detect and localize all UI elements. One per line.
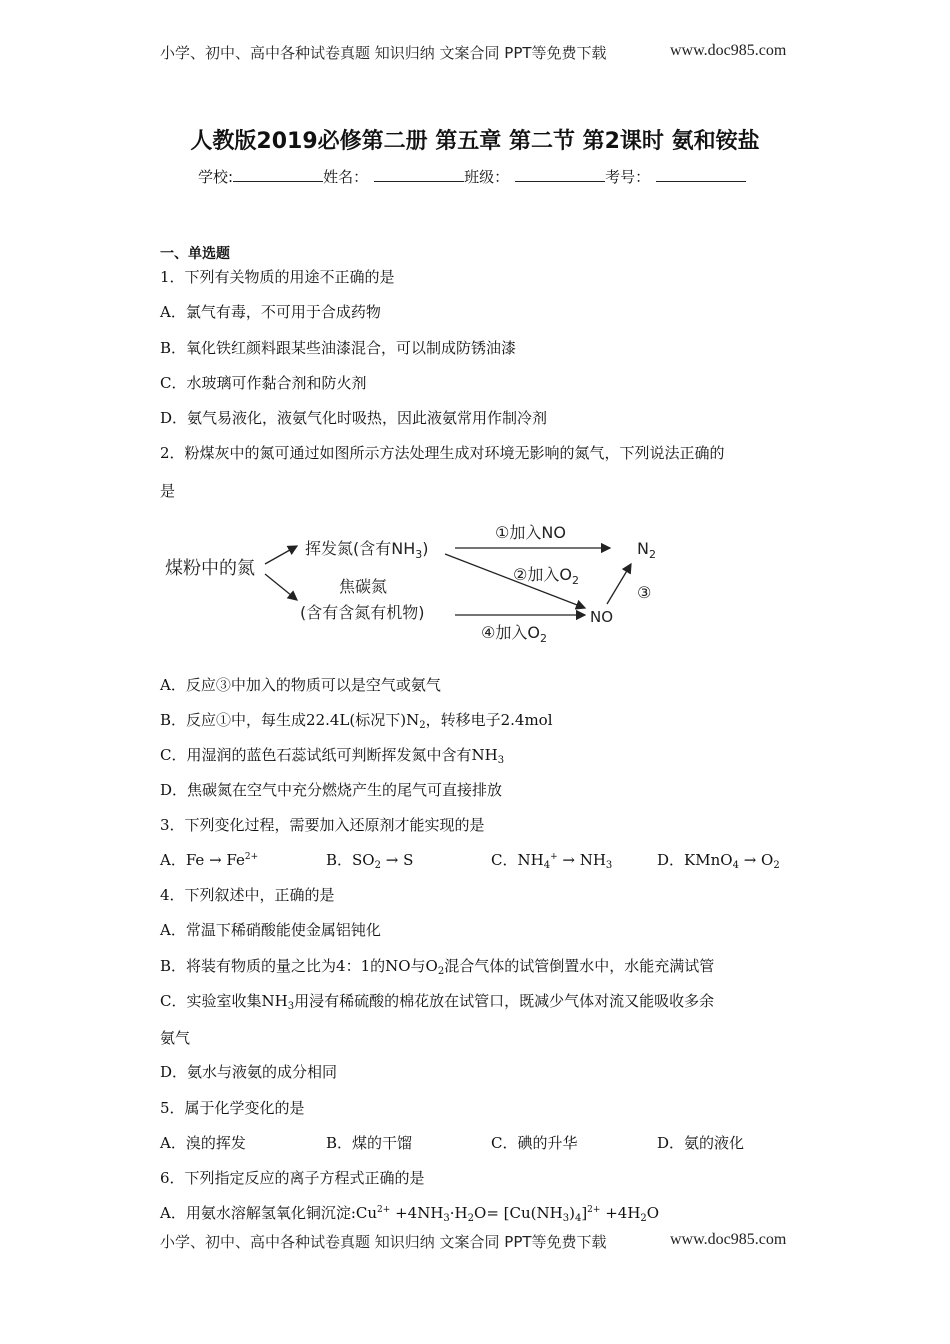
number-blank[interactable] [656, 167, 746, 182]
header-left-text: 小学、初中、高中各种试卷真题 知识归纳 文案合同 PPT等免费下载 [160, 44, 607, 62]
coke-nitrogen-desc: (含有含氮有机物) [300, 603, 425, 622]
q5-option-d: D．氨的液化 [657, 1134, 745, 1152]
nitrogen-process-diagram [155, 512, 675, 652]
q3-option-c: C．$NH_4^+ \to NH_3$ [491, 851, 613, 871]
arrow-reaction-3 [607, 564, 631, 604]
volatile-nitrogen-label: 挥发氮(含有$NH_3$) [305, 539, 429, 561]
section-heading: 一、单选题 [160, 246, 230, 262]
q3-option-b: B．$SO_2 \to S$ [326, 851, 414, 871]
school-blank[interactable] [233, 167, 323, 182]
q4-option-b: B．将装有物质的量之比为4：1的NO与$O_2$混合气体的试管倒置水中，水能充满试管 [160, 957, 715, 977]
q5-option-c: C．碘的升华 [491, 1134, 578, 1152]
q5-stem: 5．属于化学变化的是 [160, 1099, 305, 1117]
reaction-2-label: ②加入$O_2$ [513, 565, 579, 587]
q2-stem-line2: 是 [160, 482, 176, 500]
reaction-3-label: ③ [637, 583, 652, 602]
reaction-1-label: ①加入NO [495, 523, 566, 542]
footer-left-text: 小学、初中、高中各种试卷真题 知识归纳 文案合同 PPT等免费下载 [160, 1233, 607, 1251]
reaction-4-label: ④加入$O_2$ [481, 623, 547, 645]
coke-nitrogen-label: 焦碳氮 [339, 577, 388, 596]
q1-option-a: A．氯气有毒，不可用于合成药物 [160, 303, 381, 321]
q3-option-d: D．KMnO$_4$ → $O_2$ [657, 851, 780, 871]
arrow-to-coke [265, 574, 297, 600]
q2-option-d: D．焦碳氮在空气中充分燃烧产生的尾气可直接排放 [160, 781, 503, 799]
q1-option-b: B．氧化铁红颜料跟某些油漆混合，可以制成防锈油漆 [160, 339, 517, 357]
number-label: 考号： [605, 168, 651, 186]
q6-option-a: A．用氨水溶解氢氧化铜沉淀$:Cu^{2+} +4NH_3\cdot H_2O= [Cu(NH_3)_4]^{2+} +4H_2O$ [160, 1204, 660, 1224]
name-label: 姓名： [323, 168, 369, 186]
name-blank[interactable] [374, 167, 464, 182]
q3-stem: 3．下列变化过程，需要加入还原剂才能实现的是 [160, 816, 485, 834]
class-label: 班级： [464, 168, 510, 186]
student-info-line [198, 166, 746, 187]
school-label: 学校: [198, 168, 234, 186]
q2-option-a: A．反应③中加入的物质可以是空气或氨气 [160, 676, 441, 694]
q2-option-b: B．反应①中，每生成22.4L(标况下)$N_2$，转移电子2.4mol [160, 711, 553, 731]
q4-option-c: C．实验室收集$NH_3$用浸有稀硫酸的棉花放在试管口，既减少气体对流又能吸收多余 [160, 992, 715, 1012]
q6-stem: 6．下列指定反应的离子方程式正确的是 [160, 1169, 425, 1187]
footer-url[interactable]: www.doc985.com [670, 1231, 787, 1248]
q3-option-a: A．$Fe \to Fe^{2+}$ [160, 851, 259, 869]
q2-stem-line1: 2．粉煤灰中的氮可通过如图所示方法处理生成对环境无影响的氮气，下列说法正确的 [160, 444, 725, 462]
q4-option-a: A．常温下稀硝酸能使金属铝钝化 [160, 921, 381, 939]
q4-option-d: D．氨水与液氨的成分相同 [160, 1063, 338, 1081]
n2-label: $N_2$ [637, 539, 656, 561]
class-blank[interactable] [515, 167, 605, 182]
page-title: 人教版2019必修第二册 第五章 第二节 第2课时 氨和铵盐 [190, 129, 760, 154]
diagram-source-label: 煤粉中的氮 [165, 558, 255, 579]
q5-option-b: B．煤的干馏 [326, 1134, 413, 1152]
no-label: NO [590, 608, 614, 626]
header-url[interactable]: www.doc985.com [670, 42, 787, 59]
q4-stem: 4．下列叙述中，正确的是 [160, 886, 335, 904]
q2-option-c: C．用湿润的蓝色石蕊试纸可判断挥发氮中含有$NH_3$ [160, 746, 505, 766]
q1-option-c: C．水玻璃可作黏合剂和防火剂 [160, 374, 367, 392]
arrow-to-volatile [265, 546, 297, 564]
q4-option-c-line2: 氨气 [160, 1029, 191, 1047]
q1-stem: 1．下列有关物质的用途不正确的是 [160, 268, 395, 286]
q5-option-a: A．溴的挥发 [160, 1134, 246, 1152]
q1-option-d: D．氨气易液化，液氨气化时吸热，因此液氨常用作制冷剂 [160, 409, 548, 427]
